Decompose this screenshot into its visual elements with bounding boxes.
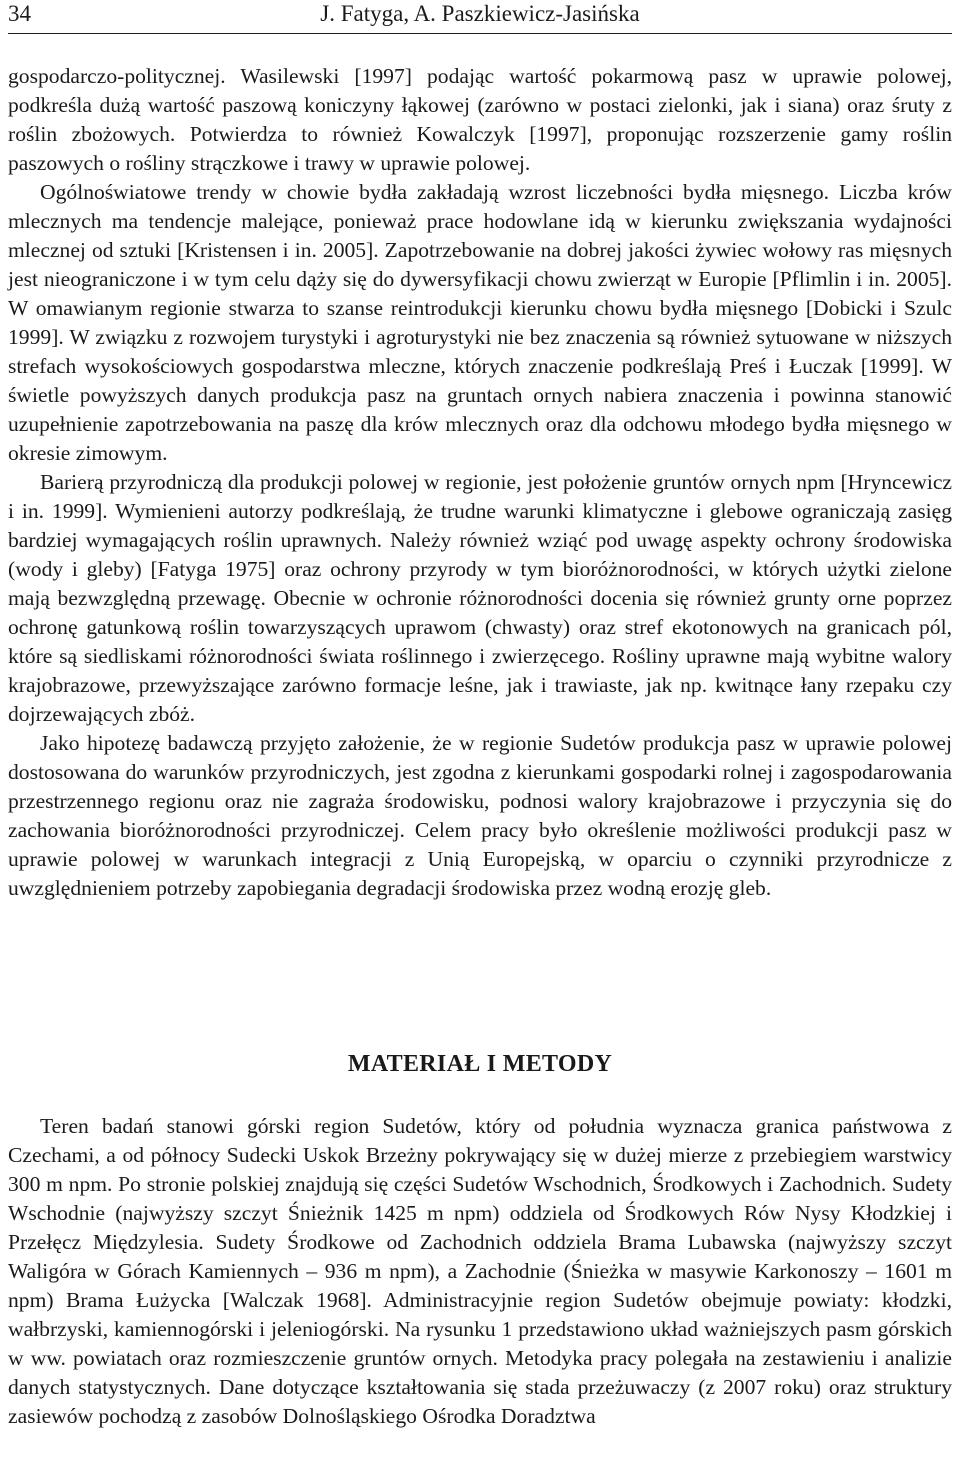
header-rule <box>8 33 952 34</box>
section-paragraph: Teren badań stanowi górski region Sudetów, który od południa wyznacza granica państwowa z Czechami, a od północy Sudecki Uskok Brzeżny pokrywający się w dużej mierze z przebiegiem warstwicy 300 m npm. Po stronie polskiej znajdują się części Sudetów Wschodnich, Środkowych i Zachodnich. Sudety Wschodnie (najwyższy szczyt Śnieżnik 1425 m npm) oddziela od Środkowych Rów Nysy Kłodzkiej i Przełęcz Międzylesia. Sudety Środkowe od Zachodnich oddziela Brama Lubawska (najwyższy szczyt Waligóra w Górach Kamiennych – 936 m npm), a Zachodnie (Śnieżka w masywie Karkonoszy – 1601 m npm) Brama Łużycka [Walczak 1968]. Administracyjnie region Sudetów obejmuje powiaty: kłodzki, wałbrzyski, kamiennogórski i jeleniogórski. Na rysunku 1 przedstawiono układ ważniejszych pasm górskich w ww. powiatach oraz rozmieszczenie gruntów ornych. Metodyka pracy polegała na zestawieniu i analizie danych statystycznych. Dane dotyczące kształtowania się stada przeżuwaczy (z 2007 roku) oraz struktury zasiewów pochodzą z zasobów Dolnośląskiego Ośrodka Doradztwa <box>8 1114 952 1428</box>
body-text <box>8 62 952 903</box>
paragraph-1: gospodarczo-politycznej. Wasilewski [1997] podając wartość pokarmową pasz w uprawie polowej, podkreśla dużą wartość paszową koniczyny łąkowej (zarówno w postaci zielonki, jak i siana) oraz śruty z roślin zbożowych. Potwierdza to również Kowalczyk [1997], proponując rozszerzenie gamy roślin paszowych o rośliny strączkowe i trawy w uprawie polowej. <box>8 64 952 175</box>
page <box>8 0 952 1428</box>
paragraph-2: Ogólnoświatowe trendy w chowie bydła zakładają wzrost liczebności bydła mięsnego. Liczba krów mlecznych ma tendencje malejące, ponieważ prace hodowlane idą w kierunku zwiększania wydajności mlecznej od sztuki [Kristensen i in. 2005]. Zapotrzebowanie na dobrej jakości żywiec wołowy ras mięsnych jest nieograniczone i w tym celu dąży się do dywersyfikacji chowu zwierząt w Europie [Pflimlin i in. 2005]. W omawianym regionie stwarza to szanse reintrodukcji kierunku chowu bydła mięsnego [Dobicki i Szulc 1999]. W związku z rozwojem turystyki i agroturystyki nie bez znaczenia są również sytuowane w niższych strefach wysokościowych gospodarstwa mleczne, których znaczenie podkreślają Preś i Łuczak [1999]. W świetle powyższych danych produkcja pasz na gruntach ornych nabiera znaczenia i powinna stanowić uzupełnienie zapotrzebowania na paszę dla krów mlecznych oraz dla odchowu młodego bydła mięsnego w okresie zimowym. <box>8 180 952 465</box>
running-head-authors: J. Fatyga, A. Paszkiewicz-Jasińska <box>320 1 640 26</box>
paragraph-4: Jako hipotezę badawczą przyjęto założenie, że w regionie Sudetów produkcja pasz w uprawie polowej dostosowana do warunków przyrodniczych, jest zgodna z kierunkami gospodarki rolnej i zagospodarowania przestrzennego regionu oraz nie zagraża środowisku, podnosi walory krajobrazowe i przyczynia się do zachowania bioróżnorodności przyrodniczej. Celem pracy było określenie możliwości produkcji pasz w uprawie polowej w warunkach integracji z Unią Europejską, w oparciu o czynniki przyrodnicze z uwzględnieniem potrzeby zapobiegania degradacji środowiska przez wodną erozję gleb. <box>8 731 952 900</box>
section-body <box>8 1112 952 1431</box>
running-head <box>8 0 952 33</box>
paragraph-3: Barierą przyrodniczą dla produkcji polowej w regionie, jest położenie gruntów ornych npm [Hryncewicz i in. 1999]. Wymienieni autorzy podkreślają, że trudne warunki klimatyczne i glebowe ograniczają zasięg bardziej wymagających roślin uprawnych. Należy również wziąć pod uwagę aspekty ochrony środowiska (wody i gleby) [Fatyga 1975] oraz ochrony przyrody w tym bioróżnorodności, w których użytki zielone mają bezwzględną przewagę. Obecnie w ochronie różnorodności docenia się również grunty orne poprzez ochronę gatunkową roślin towarzyszących uprawom (chwasty) oraz stref ekotonowych na granicach pól, które są siedliskami różnorodności świata roślinnego i zwierzęcego. Rośliny uprawne mają wybitne walory krajobrazowe, przewyższające zarówno formacje leśne, jak i trawiaste, jak np. kwitnące łany rzepaku czy dojrzewających zbóż. <box>8 470 952 726</box>
section-heading: MATERIAŁ I METODY <box>347 1051 613 1077</box>
page-number: 34 <box>8 1 31 26</box>
